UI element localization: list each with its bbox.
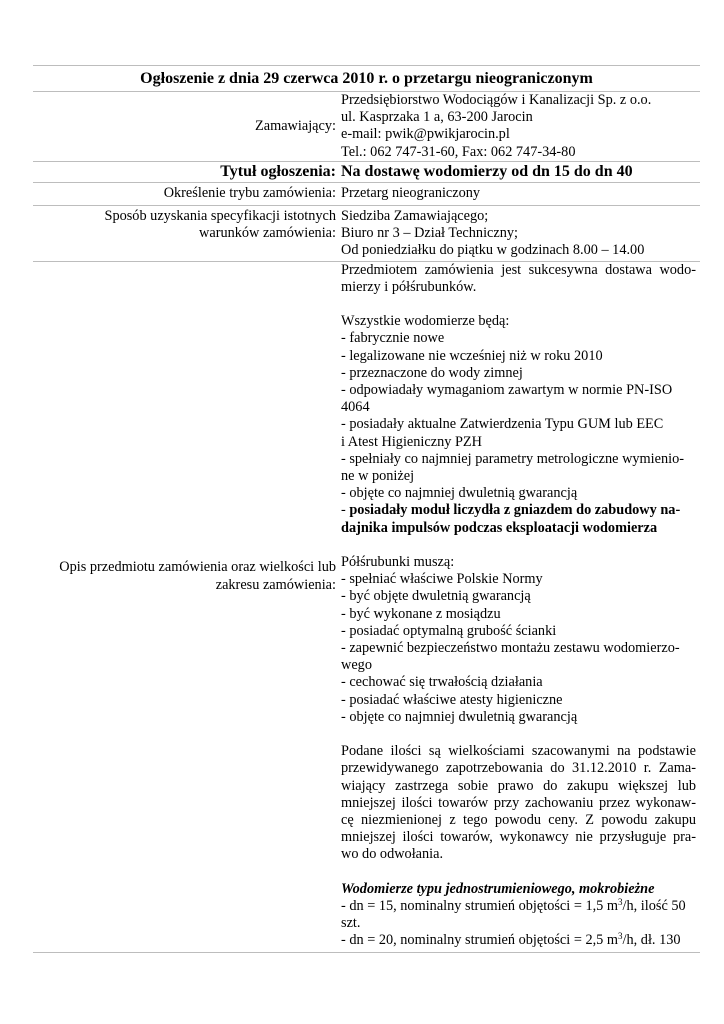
label-tytul: Tytuł ogłoszenia: [220, 162, 336, 180]
org-name: Przedsiębiorstwo Wodociągów i Kanalizacji Sp. z o.o. [341, 92, 652, 108]
spacer [341, 296, 696, 313]
meter-item-dn15-a: - dn = 15, nominalny strumień objętości = 1,5 m [341, 898, 619, 915]
label-zamawiajacy [33, 92, 339, 161]
announcement-document [33, 65, 700, 953]
list-item-bold [341, 502, 696, 519]
meter-item-dn20-sup: 3 [618, 931, 623, 942]
bold-requirement-2: dajnika impulsów podczas eksploatacji wodomierza [341, 519, 658, 536]
label-sposob-line-1: Sposób uzyskania specyfikacji istotnych [104, 208, 336, 225]
value-tryb: Przetarg nieograniczony [341, 184, 481, 201]
list-item: - zapewnić bezpieczeństwo montażu zestawu wodomierzo- [341, 640, 680, 657]
value-zamawiajacy [339, 92, 700, 161]
list-item: - spełniały co najmniej parametry metrologiczne wymienio- [341, 450, 685, 467]
paragraph-line: mniejszej ilości towarów przy zachowaniu przez wykonaw- [341, 794, 696, 811]
paragraph-line: cę niezmienionej z tego powodu ceny. Z powodu zakupu [341, 812, 696, 829]
meter-item-dn15 [341, 898, 696, 915]
label-sposob [33, 206, 339, 261]
org-address: ul. Kasprzaka 1 a, 63-200 Jarocin [341, 109, 533, 126]
list-item: - posiadać optymalną grubość ścianki [341, 622, 557, 639]
wodomierze-heading: Wszystkie wodomierze będą: [341, 313, 510, 330]
spacer [341, 726, 696, 743]
meter-item-dn20-a: - dn = 20, nominalny strumień objętości = 2,5 m [341, 932, 619, 949]
paragraph-line: wiający zastrzega sobie prawo do zakupu większej lub [341, 777, 696, 794]
label-opis-line-2: zakresu zamówienia: [215, 576, 336, 593]
list-item: wego [341, 657, 372, 674]
list-item: - cechować się trwałością działania [341, 674, 543, 691]
sposob-line: Siedziba Zamawiającego; [341, 208, 489, 225]
intro-line: mierzy i półśrubunków. [341, 278, 477, 295]
list-item: - posiadały aktualne Zatwierdzenia Typu GUM lub EEC [341, 416, 664, 433]
list-item: - objęte co najmniej dwuletnią gwarancją [341, 485, 578, 502]
label-zamawiajacy-text: Zamawiający: [255, 117, 336, 134]
label-tryb: Określenie trybu zamówienia: [163, 184, 336, 201]
row-zamawiajacy [33, 92, 700, 162]
spacer [341, 864, 696, 881]
intro-line: Przedmiotem zamówienia jest sukcesywna dostawa wodo- [341, 261, 696, 278]
bold-requirement-1: posiadały moduł liczydła z gniazdem do zabudowy na- [349, 502, 681, 519]
spacer [341, 537, 696, 554]
list-item: i Atest Higieniczny PZH [341, 433, 482, 450]
meter-item-dn20-b: /h, dł. 130 [622, 932, 681, 949]
paragraph-line: mniejszej ilości towarów, wykonawcy nie przysługuje pra- [341, 829, 696, 846]
meter-item-dn15-sup: 3 [618, 897, 623, 908]
list-item: - posiadać właściwe atesty higieniczne [341, 691, 563, 708]
row-tytul [33, 162, 700, 183]
org-email: e-mail: pwik@pwikjarocin.pl [341, 126, 510, 143]
label-sposob-line-2: warunków zamówienia: [199, 225, 336, 242]
meter-item-dn15-text [341, 898, 686, 915]
meter-item-dn15-cont: szt. [341, 915, 361, 932]
paragraph-line: przewidywanego zapotrzebowania do 31.12.2010 r. Zama- [341, 760, 696, 777]
list-item: - być wykonane z mosiądzu [341, 605, 501, 622]
row-sposob [33, 206, 700, 262]
list-item: - być objęte dwuletnią gwarancją [341, 588, 531, 605]
meter-type-heading: Wodomierze typu jednostrumieniowego, mokrobieżne [341, 880, 655, 897]
value-opis [339, 262, 700, 952]
paragraph-line: Podane ilości są wielkościami szacowanymi na podstawie [341, 743, 696, 760]
list-item: - fabrycznie nowe [341, 330, 445, 347]
row-tryb [33, 183, 700, 206]
value-tytul: Na dostawę wodomierzy od dn 15 do dn 40 [341, 162, 633, 180]
list-item: - przeznaczone do wody zimnej [341, 364, 523, 381]
list-item: - odpowiadały wymaganiom zawartym w normie PN-ISO [341, 382, 673, 399]
list-item: - legalizowane nie wcześniej niż w roku 2010 [341, 347, 603, 364]
meter-item-dn15-b: /h, ilość 50 [622, 898, 686, 915]
page-title: Ogłoszenie z dnia 29 czerwca 2010 r. o przetargu nieograniczonym [140, 70, 593, 87]
sposob-line: Od poniedziałku do piątku w godzinach 8.00 – 14.00 [341, 242, 645, 259]
list-item: ne w poniżej [341, 468, 415, 485]
label-opis [33, 262, 339, 952]
paragraph-line: wo do odwołania. [341, 846, 444, 863]
meter-item-dn20 [341, 932, 696, 949]
value-sposob [339, 206, 700, 261]
polsrubunki-heading: Półśrubunki muszą: [341, 554, 455, 571]
sposob-line: Biuro nr 3 – Dział Techniczny; [341, 225, 519, 242]
label-opis-line-1: Opis przedmiotu zamówienia oraz wielkości lub [59, 559, 336, 576]
list-item: - spełniać właściwe Polskie Normy [341, 571, 543, 588]
list-item: - objęte co najmniej dwuletnią gwarancją [341, 708, 578, 725]
list-item: 4064 [341, 399, 370, 416]
bold-dash: - [341, 502, 350, 519]
org-phone: Tel.: 062 747-31-60, Fax: 062 747-34-80 [341, 143, 576, 160]
row-opis [33, 262, 700, 953]
